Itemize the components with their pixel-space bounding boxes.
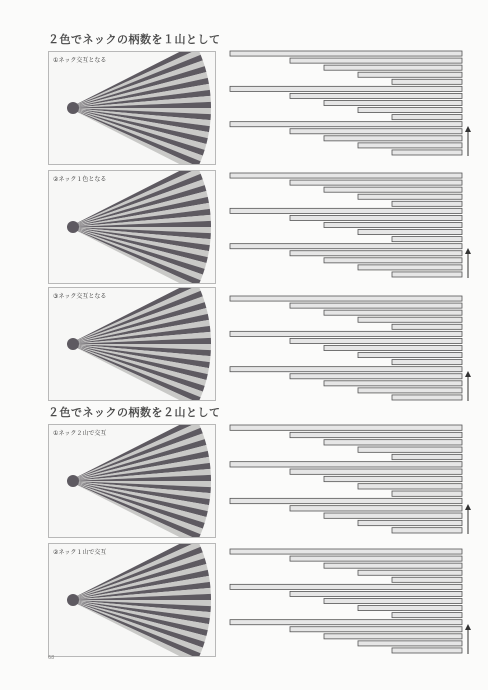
panel-label: ①ネック２山で交互 — [53, 430, 107, 437]
stripe-bar — [358, 265, 462, 270]
stripe-bar — [324, 310, 462, 315]
fan-diagram — [49, 544, 215, 656]
fan-neck — [67, 594, 79, 606]
stripe-chart-4 — [226, 422, 476, 538]
stripe-bar — [358, 108, 462, 113]
pattern-panel-1 — [48, 51, 216, 165]
stripe-bar — [358, 484, 462, 489]
stripe-bar — [392, 395, 462, 400]
stripe-bar — [230, 549, 462, 554]
stripe-bar — [290, 432, 462, 437]
stripe-bar — [392, 272, 462, 277]
fan-diagram — [49, 288, 215, 400]
stripe-bar — [290, 215, 462, 220]
stripe-bar — [392, 360, 462, 365]
stripe-bar — [290, 180, 462, 185]
stripe-bar — [230, 244, 462, 249]
stripe-bar — [358, 72, 462, 77]
stripe-bar — [358, 388, 462, 393]
stripe-bar — [324, 598, 462, 603]
stripe-bar — [230, 173, 462, 178]
stripe-bar — [324, 65, 462, 70]
fan-diagram — [49, 425, 215, 537]
panel-label: ①ネック交互となる — [53, 57, 107, 64]
fan-neck — [67, 475, 79, 487]
stripe-bar — [392, 528, 462, 533]
stripe-bar — [290, 374, 462, 379]
stripe-bar — [230, 462, 462, 467]
stripe-chart-1 — [226, 48, 476, 160]
stripe-bar — [392, 150, 462, 155]
page-number: 68 — [48, 655, 55, 661]
stripe-bar — [392, 577, 462, 582]
fan-diagram — [49, 171, 215, 283]
stripe-bar — [324, 345, 462, 350]
stripe-bar — [230, 122, 462, 127]
pattern-panel-2 — [48, 170, 216, 284]
stripe-bar — [230, 425, 462, 430]
arrow-head — [465, 371, 471, 377]
fan-neck — [67, 221, 79, 233]
stripe-bar — [324, 634, 462, 639]
panel-label: ③ネック交互となる — [53, 293, 107, 300]
stripe-bar — [230, 296, 462, 301]
stripe-bar — [358, 317, 462, 322]
stripe-bar — [392, 324, 462, 329]
pattern-panel-4 — [48, 424, 216, 538]
stripe-bar — [358, 570, 462, 575]
stripe-bar — [230, 51, 462, 56]
arrow-head — [465, 504, 471, 510]
section-title-2: ２色でネックの柄数を２山として — [48, 406, 221, 419]
stripe-bar — [230, 86, 462, 91]
stripe-bar — [324, 476, 462, 481]
stripe-bar — [324, 381, 462, 386]
panel-label: ②ネック１色となる — [53, 176, 107, 183]
pattern-panel-3 — [48, 287, 216, 401]
stripe-bar — [230, 584, 462, 589]
stripe-bar — [392, 115, 462, 120]
fan-neck — [67, 338, 79, 350]
stripe-bar — [324, 513, 462, 518]
stripe-bar — [324, 258, 462, 263]
stripe-bar — [290, 303, 462, 308]
stripe-chart-5 — [226, 546, 476, 658]
panel-label: ②ネック１山で交互 — [53, 549, 107, 556]
stripe-bar — [290, 469, 462, 474]
stripe-bar — [358, 447, 462, 452]
stripe-bar — [358, 143, 462, 148]
stripe-bar — [392, 237, 462, 242]
stripe-bar — [392, 491, 462, 496]
stripe-bar — [290, 627, 462, 632]
stripe-bar — [358, 353, 462, 358]
stripe-bar — [358, 194, 462, 199]
stripe-bar — [392, 613, 462, 618]
fan-neck — [67, 102, 79, 114]
stripe-bar — [290, 93, 462, 98]
pattern-panel-5 — [48, 543, 216, 657]
stripe-bar — [324, 187, 462, 192]
stripe-bar — [324, 222, 462, 227]
arrow-head — [465, 126, 471, 132]
section-title-1: ２色でネックの柄数を１山として — [48, 33, 221, 46]
arrow-head — [465, 624, 471, 630]
stripe-bar — [290, 58, 462, 63]
stripe-bar — [290, 338, 462, 343]
stripe-bar — [358, 641, 462, 646]
stripe-bar — [358, 230, 462, 235]
stripe-bar — [324, 440, 462, 445]
stripe-bar — [290, 506, 462, 511]
stripe-bar — [230, 620, 462, 625]
stripe-bar — [358, 520, 462, 525]
stripe-bar — [290, 251, 462, 256]
stripe-bar — [392, 201, 462, 206]
stripe-bar — [392, 454, 462, 459]
stripe-bar — [392, 648, 462, 653]
stripe-bar — [290, 129, 462, 134]
stripe-bar — [324, 563, 462, 568]
stripe-bar — [358, 606, 462, 611]
stripe-chart-2 — [226, 170, 476, 282]
stripe-bar — [324, 100, 462, 105]
stripe-bar — [290, 591, 462, 596]
arrow-head — [465, 248, 471, 254]
stripe-bar — [230, 331, 462, 336]
stripe-bar — [324, 136, 462, 141]
stripe-chart-3 — [226, 293, 476, 405]
stripe-bar — [230, 498, 462, 503]
fan-diagram — [49, 52, 215, 164]
stripe-bar — [290, 556, 462, 561]
stripe-bar — [230, 367, 462, 372]
stripe-bar — [230, 208, 462, 213]
stripe-bar — [392, 79, 462, 84]
